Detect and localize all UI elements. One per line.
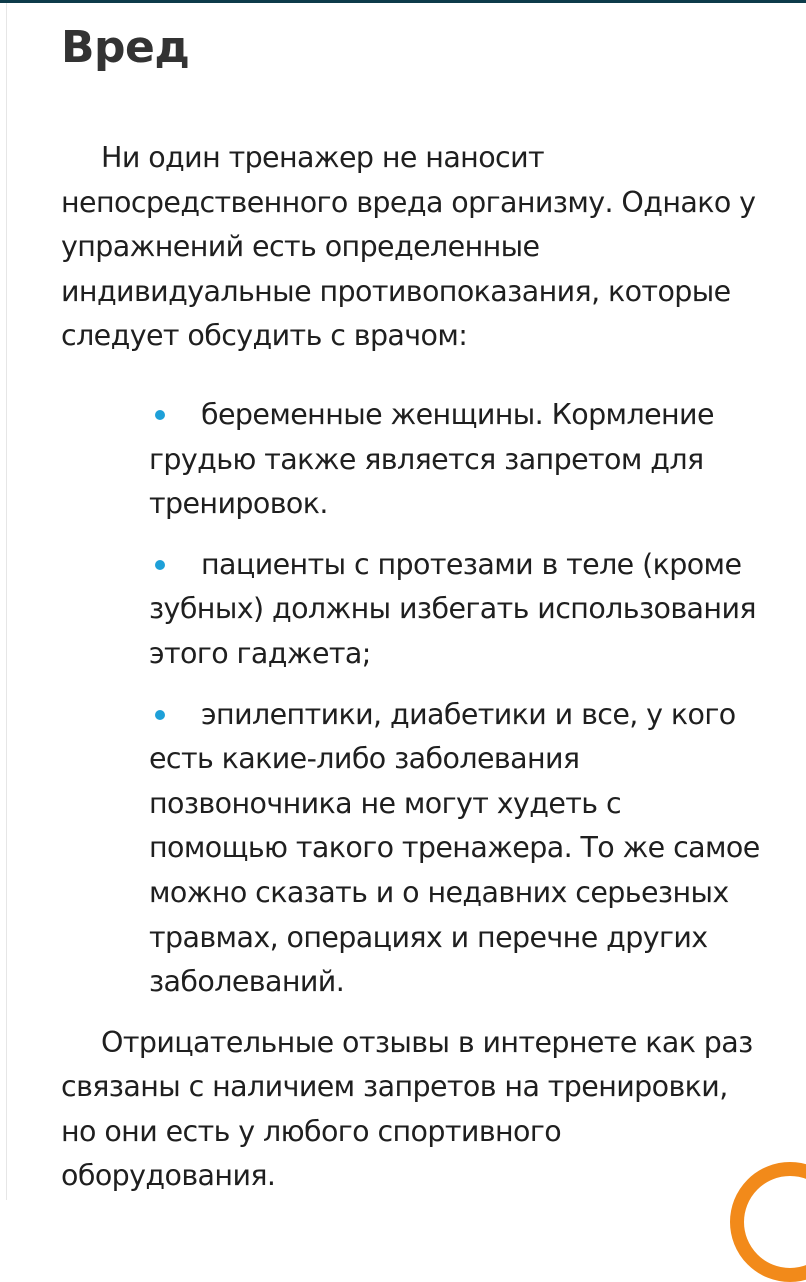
list-item [149, 393, 761, 527]
top-border [0, 0, 806, 3]
bullet-icon [155, 710, 165, 720]
list-item [149, 543, 761, 677]
bullet-icon [155, 410, 165, 420]
list-item-text: пациенты с протезами в теле (кроме зубных) должны избегать использования этого гаджета; [149, 547, 756, 670]
left-rule [6, 3, 7, 1200]
section-heading: Вред [61, 22, 190, 73]
list-item-text: эпилептики, диабетики и все, у кого есть какие-либо заболевания позвоночника не могут худеть с помощью такого тренажера. То же самое можно сказать и о недавних серьезных травмах, операциях и перечне других заболеваний. [149, 697, 760, 999]
contraindications-list [61, 393, 761, 1005]
intro-paragraph: Ни один тренажер не наносит непосредственного вреда организму. Однако у упражнений есть определенные индивидуальные противопоказания, которые следует обсудить с врачом: [61, 141, 756, 353]
list-item [149, 693, 761, 1005]
bullet-icon [155, 560, 165, 570]
list-item-text: беременные женщины. Кормление грудью также является запретом для тренировок. [149, 397, 714, 521]
conclusion-paragraph: Отрицательные отзывы в интернете как раз связаны с наличием запретов на тренировки, но они есть у любого спортивного оборудования. [61, 1025, 753, 1193]
article-body [61, 136, 761, 1199]
